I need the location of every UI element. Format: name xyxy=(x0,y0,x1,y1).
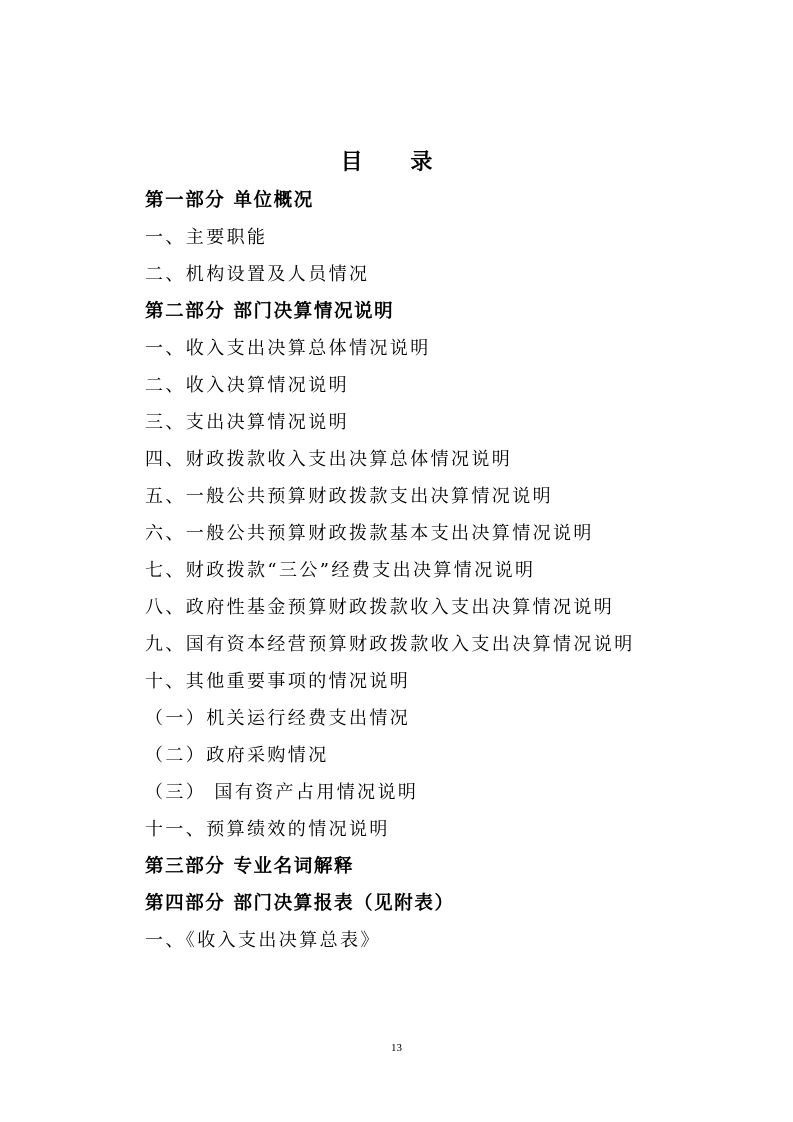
toc-entry: 三、支出决算情况说明 xyxy=(145,412,349,433)
toc-part-heading: 第一部分 单位概况 xyxy=(145,190,314,211)
toc-entry: 九、国有资本经营预算财政拨款收入支出决算情况说明 xyxy=(145,634,635,655)
toc-entry: 五、一般公共预算财政拨款支出决算情况说明 xyxy=(145,486,553,507)
toc-entry: （一）机关运行经费支出情况 xyxy=(145,708,411,729)
toc-entry: 十一、预算绩效的情况说明 xyxy=(145,819,390,840)
toc-entry: （二）政府采购情况 xyxy=(145,745,329,766)
toc-part-heading: 第三部分 专业名词解释 xyxy=(145,856,355,877)
table-of-contents xyxy=(145,182,785,959)
page-number: 13 xyxy=(391,1042,402,1054)
toc-entry: 一、收入支出决算总体情况说明 xyxy=(145,338,431,359)
toc-part-heading: 第二部分 部门决算情况说明 xyxy=(145,301,395,322)
toc-entry: 二、收入决算情况说明 xyxy=(145,375,349,396)
toc-entry: 四、财政拨款收入支出决算总体情况说明 xyxy=(145,449,513,470)
toc-entry: 二、机构设置及人员情况 xyxy=(145,264,370,285)
toc-entry: 七、财政拨款“三公”经费支出决算情况说明 xyxy=(145,560,536,581)
toc-entry: 一、《收入支出决算总表》 xyxy=(145,930,381,951)
toc-part-heading: 第四部分 部门决算报表（见附表） xyxy=(145,893,455,914)
toc-entry: （三） 国有资产占用情况说明 xyxy=(145,782,419,803)
toc-entry: 一、主要职能 xyxy=(145,227,268,248)
page-title: 目 录 xyxy=(340,149,453,175)
toc-entry: 十、其他重要事项的情况说明 xyxy=(145,671,411,692)
toc-entry: 六、一般公共预算财政拨款基本支出决算情况说明 xyxy=(145,523,594,544)
toc-entry: 八、政府性基金预算财政拨款收入支出决算情况说明 xyxy=(145,597,615,618)
